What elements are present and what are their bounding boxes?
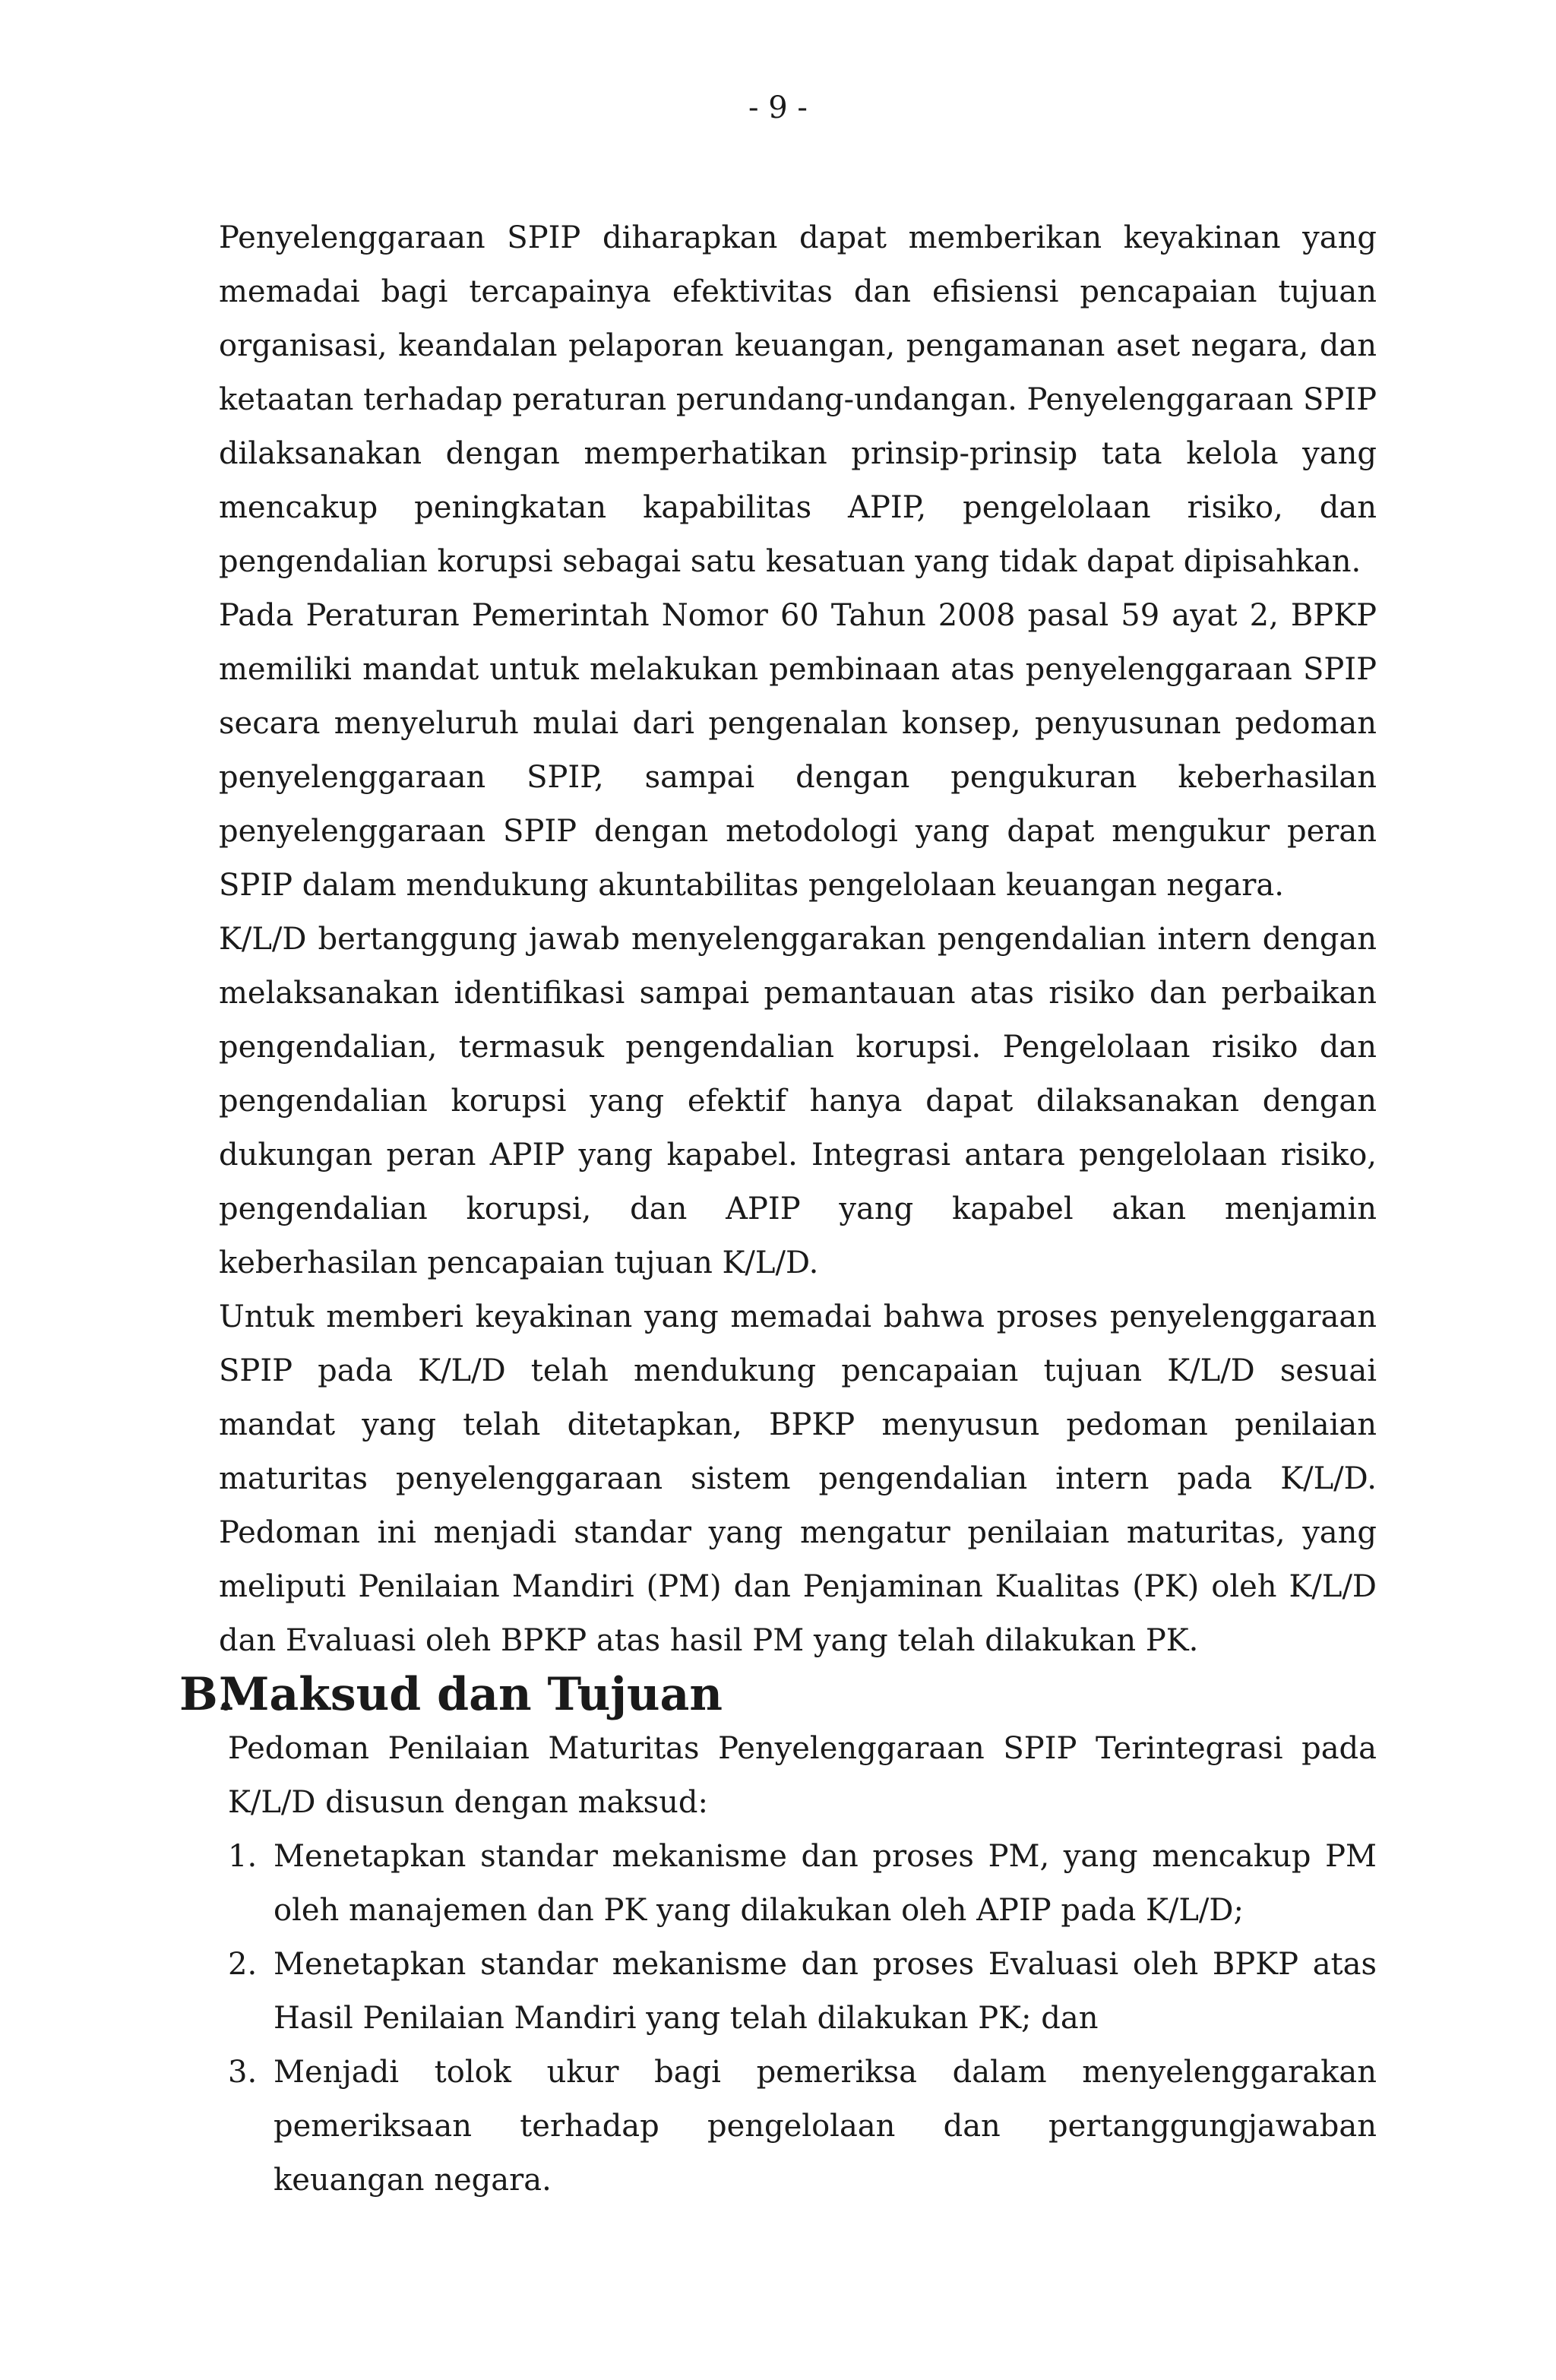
list-item-text: Menetapkan standar mekanisme dan proses Evaluasi oleh BPKP atas Hasil Penilaian Mandiri yang telah dilakukan PK; dan xyxy=(274,1947,1377,2036)
list-item-number: 1. xyxy=(228,1839,258,1874)
list-item xyxy=(228,1830,1377,1938)
page-number: - 9 - xyxy=(748,90,808,125)
paragraph-maturity-guideline: Untuk memberi keyakinan yang memadai bahwa proses penyelenggaraan SPIP pada K/L/D telah mendukung pencapaian tujuan K/L/D sesuai mandat yang telah ditetapkan, BPKP menyusun pedoman penilaian maturitas penyelenggaraan sistem pengendalian intern pada K/L/D. Pedoman ini menjadi standar yang mengatur penilaian maturitas, yang meliputi Penilaian Mandiri (PM) dan Penjaminan Kualitas (PK) oleh K/L/D dan Evaluasi oleh BPKP atas hasil PM yang telah dilakukan PK. xyxy=(219,1299,1377,1658)
list-item xyxy=(228,2046,1377,2208)
list-item-number: 2. xyxy=(228,1947,258,1982)
list-item-number: 3. xyxy=(228,2055,258,2090)
list-item-text: Menetapkan standar mekanisme dan proses PM, yang mencakup PM oleh manajemen dan PK yang dilakukan oleh APIP pada K/L/D; xyxy=(274,1839,1377,1928)
section-b-heading xyxy=(179,1668,1377,1722)
section-b-letter: B. xyxy=(179,1668,234,1721)
section-b-intro: Pedoman Penilaian Maturitas Penyelenggaraan SPIP Terintegrasi pada K/L/D disusun dengan maksud: xyxy=(228,1731,1377,1820)
section-b-title: Maksud dan Tujuan xyxy=(219,1668,723,1721)
list-item xyxy=(228,1938,1377,2046)
document-body xyxy=(179,211,1377,2208)
purpose-list xyxy=(228,1830,1377,2208)
section-b-body xyxy=(219,1722,1377,2208)
list-item-text: Menjadi tolok ukur bagi pemeriksa dalam menyelenggarakan pemeriksaan terhadap pengelolaan dan pertanggungjawaban keuangan negara. xyxy=(274,2055,1377,2198)
paragraph-kld-responsibility: K/L/D bertanggung jawab menyelenggarakan pengendalian intern dengan melaksanakan identifikasi sampai pemantauan atas risiko dan perbaikan pengendalian, termasuk pengendalian korupsi. Pengelolaan risiko dan pengendalian korupsi yang efektif hanya dapat dilaksanakan dengan dukungan peran APIP yang kapabel. Integrasi antara pengelolaan risiko, pengendalian korupsi, dan APIP yang kapabel akan menjamin keberhasilan pencapaian tujuan K/L/D. xyxy=(219,922,1377,1280)
paragraph-spip-purpose: Penyelenggaraan SPIP diharapkan dapat memberikan keyakinan yang memadai bagi tercapainya efektivitas dan efisiensi pencapaian tujuan organisasi, keandalan pelaporan keuangan, pengamanan aset negara, dan ketaatan terhadap peraturan perundang-undangan. Penyelenggaraan SPIP dilaksanakan dengan memperhatikan prinsip-prinsip tata kelola yang mencakup peningkatan kapabilitas APIP, pengelolaan risiko, dan pengendalian korupsi sebagai satu kesatuan yang tidak dapat dipisahkan. xyxy=(219,220,1377,579)
paragraph-bpkp-mandate: Pada Peraturan Pemerintah Nomor 60 Tahun 2008 pasal 59 ayat 2, BPKP memiliki mandat untuk melakukan pembinaan atas penyelenggaraan SPIP secara menyeluruh mulai dari pengenalan konsep, penyusunan pedoman penyelenggaraan SPIP, sampai dengan pengukuran keberhasilan penyelenggaraan SPIP dengan metodologi yang dapat mengukur peran SPIP dalam mendukung akuntabilitas pengelolaan keuangan negara. xyxy=(219,598,1377,903)
